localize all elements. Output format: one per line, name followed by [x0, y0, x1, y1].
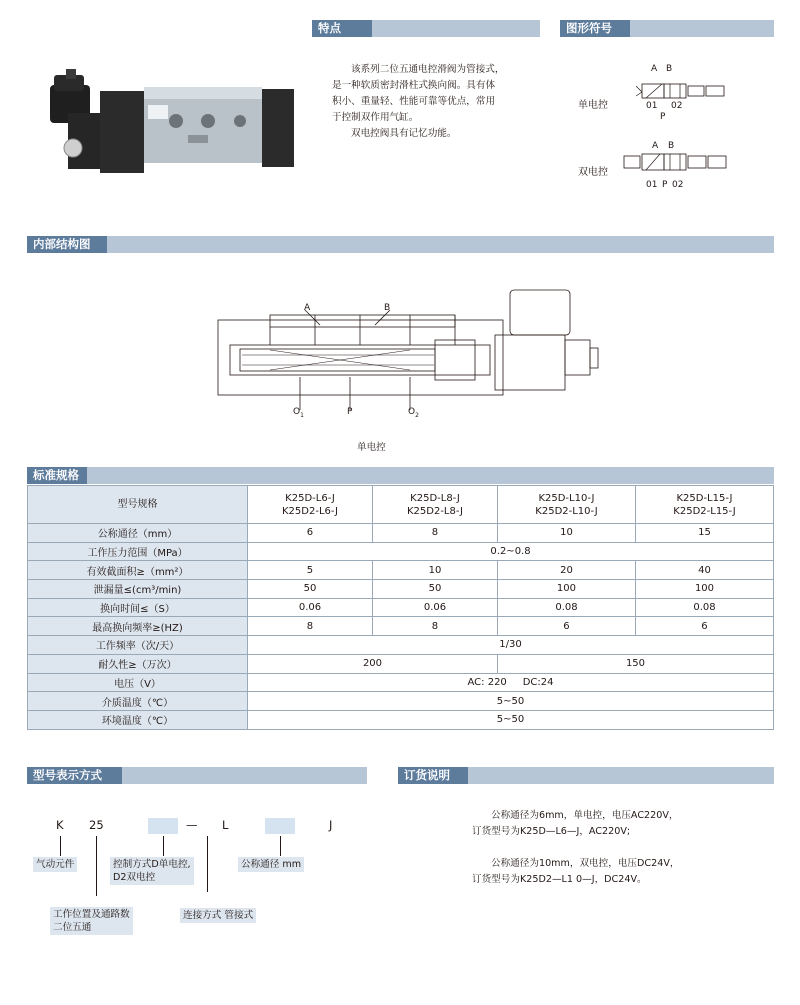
code-dash: — [186, 818, 198, 832]
features-header [312, 20, 540, 37]
internal-header [27, 236, 774, 253]
internal-structure-drawing [210, 285, 610, 420]
symbol-double-02: 02 [672, 180, 684, 190]
anno-bore: 公称通径 mm [238, 857, 304, 872]
internal-port-o1: $O_1$ [293, 407, 304, 419]
table-row: 介质温度（℃） 5~50 [28, 692, 774, 711]
ordering-p2-l1: 公称通径为10mm，双电控，电压DC24V， [491, 858, 680, 869]
table-row: 泄漏量≤(cm³/min) 50 50 100 100 [28, 580, 774, 599]
symbol-single-p: P [660, 112, 666, 122]
symbol-single-b: B [666, 64, 673, 74]
code-control-box [148, 818, 178, 834]
symbol-double-a: A [652, 141, 659, 151]
features-line-2: 是一种软质密封滑柱式换向阀。具有体 [332, 80, 496, 91]
head-label: 型号规格 [28, 486, 248, 524]
table-row: 耐久性≥（万次） 200 150 [28, 654, 774, 673]
table-row: 环境温度（℃） 5~50 [28, 710, 774, 729]
features-line-5: 双电控阀具有记忆功能。 [351, 128, 457, 139]
symbols-title: 图形符号 [560, 20, 630, 37]
ordering-header [398, 767, 774, 784]
table-row: 工作压力范围（MPa） 0.2~0.8 [28, 542, 774, 561]
model-col-1: K25D-L6-J K25D2-L6-J [248, 486, 373, 524]
internal-port-o2: $O_2$ [408, 407, 419, 419]
symbol-single-label: 单电控 [578, 100, 608, 111]
spec-table [27, 485, 774, 730]
features-line-3: 积小、重量轻、性能可靠等优点，常用 [332, 96, 496, 107]
internal-port-b: B [384, 303, 391, 313]
symbol-double-label: 双电控 [578, 167, 608, 178]
model-col-3: K25D-L10-J K25D2-L10-J [497, 486, 635, 524]
table-row: 最高换向频率≥(HZ) 8 8 6 6 [28, 617, 774, 636]
features-line-4: 于控制双作用气缸。 [332, 112, 419, 123]
table-row: 有效截面积≥（mm²） 5 10 20 40 [28, 561, 774, 580]
table-row: 电压（V） AC: 220 DC:24 [28, 673, 774, 692]
ordering-title: 订货说明 [398, 767, 468, 784]
features-title: 特点 [312, 20, 372, 37]
spec-title: 标准规格 [27, 467, 87, 484]
model-col-4: K25D-L15-J K25D2-L15-J [635, 486, 773, 524]
code-j: J [329, 818, 333, 832]
anno-pneumatic: 气动元件 [33, 857, 77, 872]
internal-title: 内部结构图 [27, 236, 107, 253]
code-k: K [56, 818, 64, 832]
spec-header [27, 467, 774, 484]
code-bore-box [265, 818, 295, 834]
symbol-single-01: 01 [646, 101, 658, 111]
table-row: 工作频率（次/天） 1/30 [28, 636, 774, 655]
table-row: 换向时间≤（S） 0.06 0.06 0.08 0.08 [28, 598, 774, 617]
ordering-text [472, 808, 772, 888]
model-code-header [27, 767, 367, 784]
ordering-p1-l1: 公称通径为6mm，单电控，电压AC220V， [491, 810, 679, 821]
valve-photo [40, 65, 300, 185]
ordering-p1-l2: 订货型号为K25D—L6—J，AC220V; [472, 826, 631, 837]
double-solenoid-symbol [622, 148, 746, 188]
table-row [28, 486, 774, 524]
symbol-double-p: P [662, 180, 668, 190]
features-text [332, 62, 532, 142]
single-solenoid-symbol [636, 72, 746, 122]
model-col-2: K25D-L8-J K25D2-L8-J [372, 486, 497, 524]
features-line-1: 该系列二位五通电控滑阀为管接式， [351, 64, 505, 75]
symbols-header [560, 20, 774, 37]
table-row: 公称通径（mm） 6 8 10 15 [28, 524, 774, 543]
code-25: 25 [89, 818, 104, 832]
anno-position: 工作位置及通路数 二位五通 [50, 907, 133, 935]
symbol-single-a: A [651, 64, 658, 74]
internal-caption: 单电控 [357, 442, 386, 453]
model-code-title: 型号表示方式 [27, 767, 122, 784]
anno-control: 控制方式D单电控, D2双电控 [110, 857, 194, 885]
internal-port-a: A [304, 303, 311, 313]
internal-port-p: P [347, 407, 353, 417]
anno-connect: 连接方式 管接式 [180, 908, 256, 923]
symbol-single-02: 02 [671, 101, 683, 111]
ordering-p2-l2: 订货型号为K25D2—L1 0—J，DC24V。 [472, 874, 647, 885]
symbol-double-01: 01 [646, 180, 658, 190]
symbol-double-b: B [668, 141, 675, 151]
code-l: L [222, 818, 229, 832]
